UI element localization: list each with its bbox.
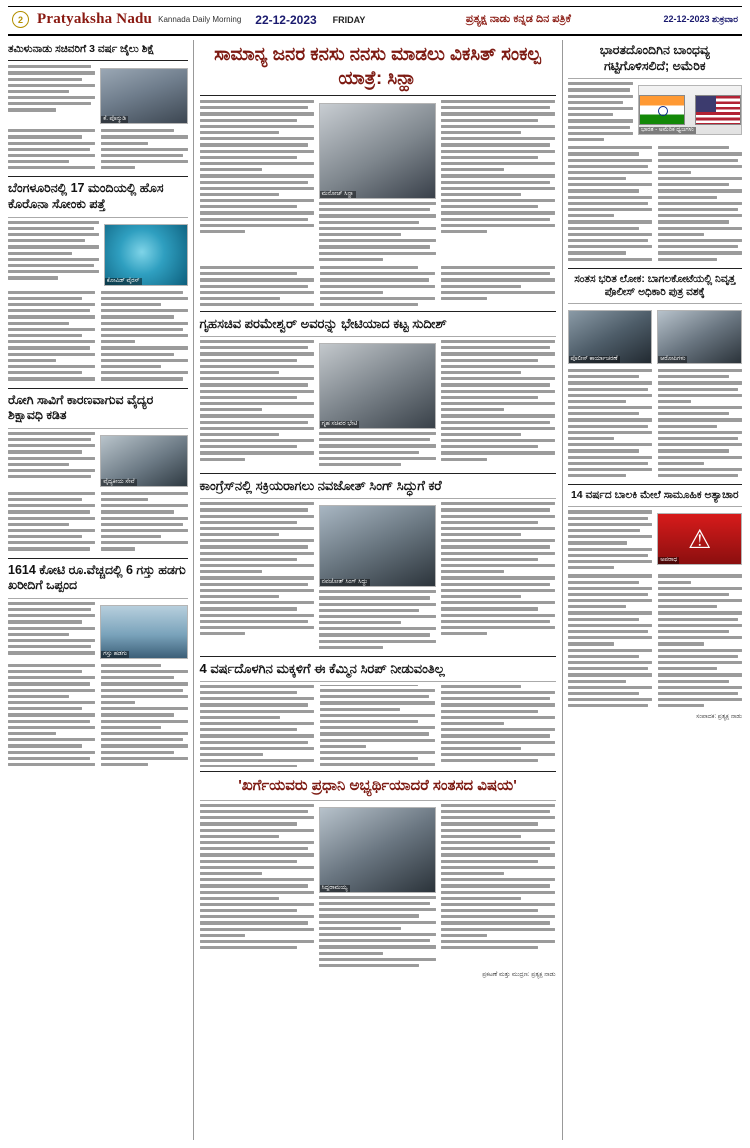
article-vikasit-sankalp-yatra [200, 42, 556, 307]
photo-caption: ಸಿದ್ದರಾಮಯ್ಯ [321, 884, 348, 891]
headline: ಗೃಹಸಚಿವ ಪರಮೇಶ್ವರ್ ಅವರನ್ನು ಭೇಟಿಯಾದ ಕಟ್ಟ ಸುದೀಶ್ [199, 316, 447, 332]
headline: 1614 ಕೋಟಿ ರೂ.ವೆಚ್ಚದಲ್ಲಿ 6 ಗಸ್ತು ಹಡಗು ಖರೀದಿಗೆ ಒಪ್ಪಂದ [8, 562, 186, 593]
photo-accused [657, 310, 742, 364]
article-body [568, 574, 743, 710]
photo-manoj-sinha [319, 103, 437, 199]
article-body [8, 291, 188, 384]
photo-siddaramaiah [319, 807, 437, 893]
article-gangrape-case [568, 489, 743, 721]
article-body [8, 664, 188, 769]
left-column [8, 40, 194, 1140]
masthead-kannada-title: ಪ್ರತ್ಯಕ್ಷ ನಾಡು ಕನ್ನಡ ದಿನ ಪತ್ರಿಕೆ [465, 13, 571, 25]
article-india-us-relations [568, 43, 743, 264]
article-patrol-ships [8, 563, 188, 769]
headline: ಭಾರತದೊಂದಿಗಿನ ಬಾಂಧವ್ಯ ಗಟ್ಟಿಗೊಳಿಸಲಿದೆ; ಅಮೆರಿಕ [599, 43, 710, 73]
middle-column [194, 40, 563, 1140]
headline: ಬೆಂಗಳೂರಿನಲ್ಲಿ 17 ಮಂದಿಯಲ್ಲಿ ಹೊಸ ಕೊರೊನಾ ಸೋಂಕು ಪತ್ತೆ [8, 181, 164, 212]
article-body [200, 685, 556, 768]
photo-caption: ಕೆ. ಪೊನ್ಮುಡಿ [103, 116, 127, 123]
article-cough-syrup-ban [200, 661, 556, 767]
photo-meeting-group [319, 343, 437, 429]
article-doctor-punishment [8, 393, 188, 554]
india-flag-icon [639, 95, 685, 125]
photo-caption: ವೈದ್ಯಕೀಯ ಸೇವೆ [103, 478, 135, 485]
photo-caption: ಕೋವಿಡ್ ವೈರಸ್ [106, 277, 140, 284]
alert-icon: ⚠ [687, 523, 712, 554]
publication-subtitle: Kannada Daily Morning [158, 15, 242, 24]
headline: 14 ವರ್ಷದ ಬಾಲಕಿ ಮೇಲೆ ಸಾಮೂಹಿಕ ಅತ್ಯಾಚಾರ [570, 489, 739, 502]
article-body [8, 492, 188, 554]
article-covid-bengaluru [8, 181, 188, 383]
headline: 'ಖರ್ಗೆಯವರು ಪ್ರಧಾನಿ ಅಭ್ಯರ್ಥಿಯಾದರೆ ಸಂತಸದ ವಿಷಯ' [238, 777, 517, 795]
article-bagalkot-police [568, 273, 743, 481]
masthead-date: 22-12-2023 [255, 12, 317, 27]
headline: ಕಾಂಗ್ರೆಸ್‌ನಲ್ಲಿ ಸಕ್ರಿಯರಾಗಲು ನವಜೋತ್ ಸಿಂಗ್ ಸಿದ್ಧುಗೆ ಕರೆ [199, 478, 442, 494]
photo-coronavirus [104, 224, 188, 286]
photo-doctor [100, 435, 187, 487]
photo-caption: ನವಜೋತ್ ಸಿಂಗ್ ಸಿದ್ಧು [321, 579, 368, 586]
masthead-right-date: 22-12-2023 ಶುಕ್ರವಾರ [663, 14, 738, 24]
masthead-day: FRIDAY [332, 14, 366, 25]
photo-caption: ಗಸ್ತು ಹಡಗು [103, 650, 127, 657]
article-parameshwara-meeting [200, 316, 556, 469]
photo-caption: ಭಾರತ - ಅಮೆರಿಕ ಧ್ವಜಗಳು [641, 127, 694, 134]
article-body [200, 266, 556, 307]
article-body [568, 369, 743, 480]
photo-caption: ಪೊಲೀಸ್ ಕಾರ್ಯಾಚರಣೆ [570, 355, 618, 362]
photo-police-operation [568, 310, 653, 364]
photo-minister [100, 68, 187, 124]
publication-title: Pratyaksha Nadu [37, 11, 153, 27]
masthead [8, 6, 742, 36]
photo-india-us-flags [638, 85, 742, 135]
usa-flag-icon [695, 95, 741, 125]
photo-caption: ಗೃಹ ಸಚಿವರ ಭೇಟಿ [321, 421, 358, 428]
photo-caption: ಮನೋಜ್ ಸಿನ್ಹಾ [321, 191, 354, 198]
photo-patrol-ship [100, 605, 187, 659]
footer-note: ಸಂಪಾದಕ: ಪ್ರತ್ಯಕ್ಷ ನಾಡು [696, 714, 743, 721]
photo-navjot-sidhu [319, 505, 437, 587]
article-body [568, 146, 743, 264]
right-column [563, 40, 743, 1140]
page-grid [8, 40, 742, 1140]
headline: 4 ವರ್ಷದೊಳಗಿನ ಮಕ್ಕಳಿಗೆ ಈ ಕೆಮ್ಮಿನ ಸಿರಪ್ ನೀಡುವಂತಿಲ್ಲ [199, 661, 445, 676]
photo-crime-graphic [657, 513, 742, 565]
article-body [8, 129, 188, 172]
photo-caption: ಆರೋಪಿಗಳು [660, 355, 686, 362]
footer-credit: ಪ್ರಕಟಣೆ ಮತ್ತು ಮುದ್ರಣ: ಪ್ರತ್ಯಕ್ಷ ನಾಡು [482, 972, 556, 979]
page-number-badge: 2 [12, 11, 29, 28]
headline: ಸಂತಸ ಭರಿತ ಲೋಕ: ಬಾಗಲಕೋಟೆಯಲ್ಲಿ ನಿವೃತ್ತ ಪೊಲೀಸ್ ಅಧಿಕಾರಿ ಪುತ್ರ ವಶಕ್ಕೆ [574, 272, 736, 298]
photo-caption: ಅಪರಾಧ [660, 557, 678, 564]
article-sidhu-congress [200, 478, 556, 652]
article-tamilnadu-minister [8, 43, 188, 172]
headline: ರೋಗಿ ಸಾವಿಗೆ ಕಾರಣವಾಗುವ ವೈದ್ಯರ ಶಿಕ್ಷಾವಧಿ ಕಡಿತ [8, 392, 154, 423]
lead-headline: ಸಾಮಾನ್ಯ ಜನರ ಕನಸು ನನಸು ಮಾಡಲು ವಿಕಸಿತ್ ಸಂಕಲ್ಪ ಯಾತ್ರೆ: ಸಿನ್ಹಾ [214, 43, 541, 89]
headline: ತಮಿಳುನಾಡು ಸಚಿವರಿಗೆ 3 ವರ್ಷ ಜೈಲು ಶಿಕ್ಷೆ [8, 43, 155, 55]
article-kharge-pm-candidate [200, 776, 556, 979]
